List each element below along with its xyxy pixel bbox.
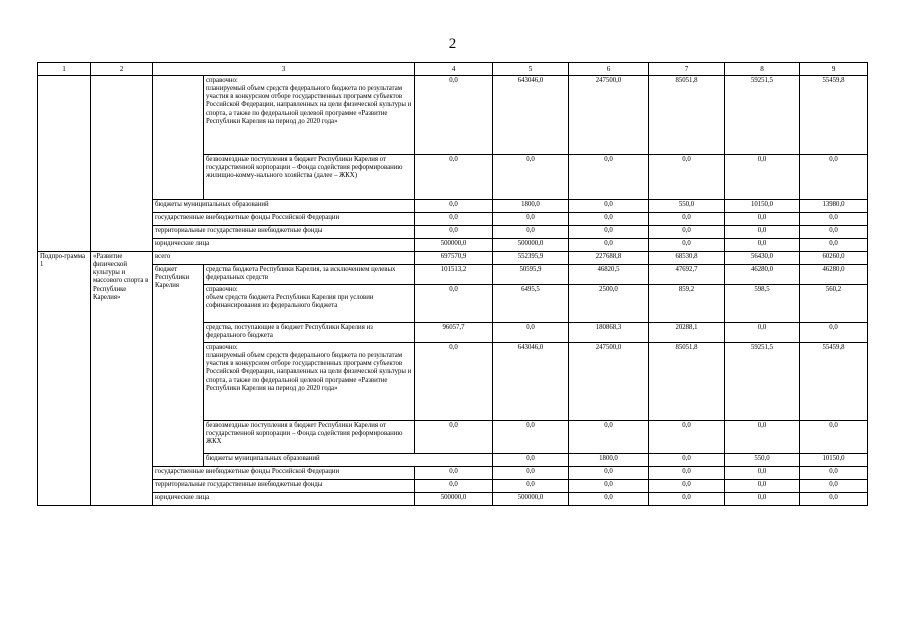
header-cell: 3 <box>153 63 415 76</box>
value-cell: 0,0 <box>800 493 868 506</box>
value-cell: 59251,5 <box>725 76 800 155</box>
header-cell: 8 <box>725 63 800 76</box>
value-cell: 0,0 <box>649 454 725 467</box>
value-cell: 0,0 <box>649 467 725 480</box>
value-cell: 697570,9 <box>415 252 493 265</box>
value-cell: 47692,7 <box>649 265 725 285</box>
table-row <box>38 239 868 252</box>
value-cell: 180868,3 <box>569 323 649 343</box>
row-label: юридические лица <box>153 239 415 252</box>
empty-cell <box>153 76 204 200</box>
value-cell: 59251,5 <box>725 343 800 421</box>
value-cell: 500000,0 <box>493 493 569 506</box>
subprogram-label: Подпро-грамма 1 <box>38 252 91 506</box>
value-cell: 0,0 <box>569 155 649 200</box>
value-cell: 247500,0 <box>569 343 649 421</box>
value-cell: 0,0 <box>649 493 725 506</box>
value-cell: 0,0 <box>649 213 725 226</box>
header-cell: 7 <box>649 63 725 76</box>
row-label: территориальные государственные внебюджетные фонды <box>153 480 415 493</box>
value-cell: 0,0 <box>800 213 868 226</box>
value-cell: 0,0 <box>800 155 868 200</box>
value-cell: 0,0 <box>649 421 725 454</box>
row-label: справочно: объем средств бюджета Республики Карелия при условии софинансирования из федерального бюджета <box>204 285 415 323</box>
header-cell: 5 <box>493 63 569 76</box>
value-cell: 2500,0 <box>569 285 649 323</box>
value-cell: 10150,0 <box>800 454 868 467</box>
value-cell: 859,2 <box>649 285 725 323</box>
value-cell: 560,2 <box>800 285 868 323</box>
value-cell: 0,0 <box>569 200 649 213</box>
value-cell: 50595,9 <box>493 265 569 285</box>
value-cell: 96057,7 <box>415 323 493 343</box>
value-cell: 6495,5 <box>493 285 569 323</box>
value-cell: 0,0 <box>415 467 493 480</box>
value-cell: 500000,0 <box>415 239 493 252</box>
value-cell: 643046,0 <box>493 76 569 155</box>
budget-table <box>37 62 868 506</box>
value-cell: 643046,0 <box>493 343 569 421</box>
value-cell: 13980,0 <box>800 200 868 213</box>
value-cell: 68530,8 <box>649 252 725 265</box>
row-label: государственные внебюджетные фонды Российской Федерации <box>153 213 415 226</box>
table-row <box>38 200 868 213</box>
subprogram-name: «Развитие физической культуры и массового спорта в Республике Карелия» <box>91 252 153 506</box>
row-label: государственные внебюджетные фонды Российской Федерации <box>153 467 415 480</box>
value-cell: 0,0 <box>493 323 569 343</box>
value-cell: 0,0 <box>725 493 800 506</box>
value-cell: 55459,8 <box>800 343 868 421</box>
table-row <box>38 226 868 239</box>
table-row <box>38 63 868 76</box>
value-cell: 85051,8 <box>649 343 725 421</box>
value-cell: 55459,8 <box>800 76 868 155</box>
value-cell: 0,0 <box>569 493 649 506</box>
value-cell: 1800,0 <box>493 200 569 213</box>
value-cell: 0,0 <box>649 239 725 252</box>
value-cell: 0,0 <box>569 213 649 226</box>
value-cell: 60260,0 <box>800 252 868 265</box>
value-cell: 0,0 <box>493 454 569 467</box>
row-label: безвозмездные поступления в бюджет Республики Карелия от государственной корпорации – Фонда содействия реформированию ЖКХ <box>204 421 415 454</box>
value-cell: 0,0 <box>649 226 725 239</box>
value-cell: 550,0 <box>649 200 725 213</box>
value-cell: 0,0 <box>569 421 649 454</box>
value-cell: 550,0 <box>725 454 800 467</box>
value-cell: 0,0 <box>569 239 649 252</box>
value-cell: 1800,0 <box>569 454 649 467</box>
header-cell: 2 <box>91 63 153 76</box>
value-cell: 85051,8 <box>649 76 725 155</box>
value-cell: 0,0 <box>725 155 800 200</box>
value-cell: 0,0 <box>725 421 800 454</box>
page-number: 2 <box>448 36 457 52</box>
value-cell: 0,0 <box>415 155 493 200</box>
value-cell: 20288,1 <box>649 323 725 343</box>
value-cell: 0,0 <box>569 226 649 239</box>
row-label: бюджеты муниципальных образований <box>153 200 415 213</box>
row-label: средства, поступающие в бюджет Республики Карелия из федерального бюджета <box>204 323 415 343</box>
value-cell: 0,0 <box>493 421 569 454</box>
table-row <box>38 493 868 506</box>
value-cell: 46280,0 <box>725 265 800 285</box>
table-row <box>38 76 868 155</box>
row-label: территориальные государственные внебюджетные фонды <box>153 226 415 239</box>
value-cell: 0,0 <box>415 76 493 155</box>
row-label: справочно: планируемый объем средств федерального бюджета по результатам участия в конкурсном отборе государственных программ субъектов Российской Федерации, направленных на цели физической культуры и спорта, а также по федеральной целевой программе «Развитие Республики Карелия на период до 2020 года» <box>204 343 415 421</box>
value-cell: 0,0 <box>415 285 493 323</box>
value-cell: 500000,0 <box>493 239 569 252</box>
value-cell: 0,0 <box>649 480 725 493</box>
value-cell: 10150,0 <box>725 200 800 213</box>
empty-cell <box>91 76 153 252</box>
value-cell: 0,0 <box>725 213 800 226</box>
value-cell: 0,0 <box>569 467 649 480</box>
value-cell: 0,0 <box>800 226 868 239</box>
table-row <box>38 213 868 226</box>
value-cell: 0,0 <box>569 480 649 493</box>
value-cell: 0,0 <box>725 480 800 493</box>
value-cell: 0,0 <box>415 213 493 226</box>
value-cell: 0,0 <box>415 200 493 213</box>
table-row <box>38 265 868 285</box>
row-label: безвозмездные поступления в бюджет Республики Карелия от государственной корпорации – Фонда содействия реформированию жилищно-комму-нального хозяйства (далее – ЖКХ) <box>204 155 415 200</box>
value-cell: 0,0 <box>493 226 569 239</box>
header-cell: 4 <box>415 63 493 76</box>
value-cell: 101513,2 <box>415 265 493 285</box>
header-cell: 1 <box>38 63 91 76</box>
value-cell: 0,0 <box>415 343 493 421</box>
value-cell: 0,0 <box>649 155 725 200</box>
value-cell: 46280,0 <box>800 265 868 285</box>
value-cell: 0,0 <box>493 155 569 200</box>
empty-cell <box>38 76 91 252</box>
row-label: юридические лица <box>153 493 415 506</box>
value-cell: 598,5 <box>725 285 800 323</box>
value-cell: 46820,5 <box>569 265 649 285</box>
value-cell: 0,0 <box>493 467 569 480</box>
header-cell: 6 <box>569 63 649 76</box>
row-label: средства бюджета Республики Карелия, за исключением целевых федеральных средств <box>204 265 415 285</box>
value-cell: 0,0 <box>493 480 569 493</box>
value-cell: 0,0 <box>800 467 868 480</box>
value-cell: 0,0 <box>800 323 868 343</box>
value-cell: 0,0 <box>725 239 800 252</box>
value-cell: 500000,0 <box>415 493 493 506</box>
table-row <box>38 252 868 265</box>
budget-label: бюджет Республики Карелия <box>153 265 204 467</box>
table-row <box>38 467 868 480</box>
value-cell: 247500,0 <box>569 76 649 155</box>
value-cell: 0,0 <box>800 239 868 252</box>
row-label: бюджеты муниципальных образований <box>204 454 493 467</box>
value-cell: 0,0 <box>725 323 800 343</box>
row-label: справочно: планируемый объем средств федерального бюджета по результатам участия в конкурсном отборе государственных программ субъектов Российской Федерации, направленных на цели физической культуры и спорта, а также по федеральной целевой программе «Развитие Республики Карелия на период до 2020 года» <box>204 76 415 155</box>
value-cell: 0,0 <box>800 480 868 493</box>
value-cell: 0,0 <box>800 421 868 454</box>
value-cell: 0,0 <box>415 421 493 454</box>
value-cell: 0,0 <box>725 226 800 239</box>
value-cell: 227688,8 <box>569 252 649 265</box>
header-cell: 9 <box>800 63 868 76</box>
row-label: всего <box>153 252 415 265</box>
table-row <box>38 480 868 493</box>
value-cell: 0,0 <box>415 480 493 493</box>
value-cell: 0,0 <box>725 467 800 480</box>
value-cell: 552395,9 <box>493 252 569 265</box>
value-cell: 0,0 <box>493 213 569 226</box>
value-cell: 56430,0 <box>725 252 800 265</box>
value-cell: 0,0 <box>415 226 493 239</box>
